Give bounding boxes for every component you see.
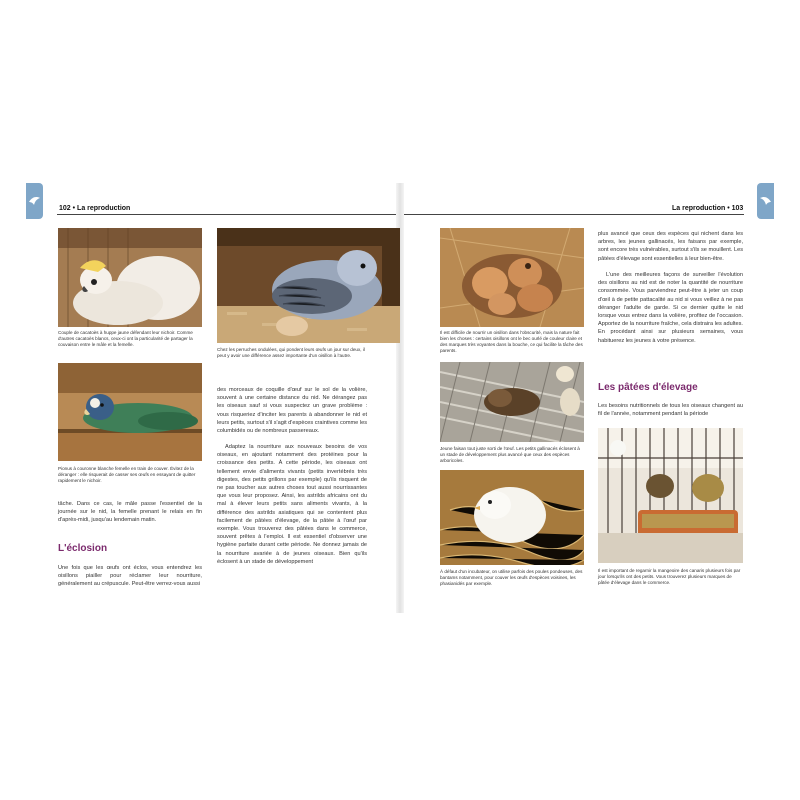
photo-pionus [58, 363, 202, 461]
caption-feeder: Il est important de regarnir la mangeoire des canaris plusieurs fois par jour lorsqu'ils ont des petits. Vous trouverez plusieurs marques de pâtée d'élevage dans le commerce. [598, 568, 741, 585]
right-col-text-2: L'une des meilleures façons de surveiller l'évolution des oisillons au nid est de noter la quantité de nourriture consommée. Vous parviendrez peut-être à jeter un coup d'œil à de petite pattacalité au nid si vous veillez à ne pas déranger l'adulte de garde. Si ce dernier quitte le nid lorsque vous entrez dans la volière, profitez de l'occasion. Apportez de la nourriture fraîche, cela distraira les adultes. En procédant ainsi sur plusieurs semaines, vous habituerez les jeunes à votre présence. [598, 272, 743, 344]
photo-chicks [440, 228, 584, 327]
heading-pastes: Les pâtées d'élevage [598, 382, 698, 393]
page-number: 102 [59, 205, 71, 212]
photo-white-chick [440, 470, 584, 565]
right-col-text: plus avancé que ceux des espèces qui nichent dans les arbres, les jeunes gallinacés, les faisans par exemple, sont encore très vulnérables, surtout s'ils se mouillent. Les pâtées d'élevage sont essentielles à leur bien-être. [598, 231, 743, 262]
header-rule [57, 214, 396, 215]
running-head-separator: • [72, 205, 78, 212]
left-col2-text: des morceaux de coquille d'œuf sur le sol de la volière, souvent à une certaine distance du nid. Ne dérangez pas les oiseaux sauf si vous suspectez un grave problème : vous risqueriez d'inciter les parents à abandonner le nid et leurs petits, surtout s'il s'agit d'espèces craintives comme les columbidés ou de nombreux passereaux. [217, 387, 367, 435]
running-head-separator: • [727, 205, 732, 212]
left-running-head [59, 205, 130, 212]
left-col2-text-2: Adaptez la nourriture aux nouveaux besoins de vos oiseaux, en ajoutant notamment des protéines pour la croissance des petits. À cette période, les oiseaux ont tellement envie d'aliments vivants (petits invertébrés très digestes, des petits grillons par exemple) qu'ils risquent de ne pas toucher aux autres choses tout aussi nourrissantes que vous leur proposez. Ainsi, les astrilds africains ont du mal à élever leurs petits sans aliments vivants, à la différence des astrilds asiatiques qui se contentent plus facilement de pâtées d'élevage, de la pâtée à l'œuf par exemple. Vous trouverez des pâtées dans le commerce, souvent prêtes à l'emploi. Il est essentiel d'observer une hygiène parfaite durant cette période. Ne donnez jamais de la nourriture avariée à de jeunes oiseaux. Bien qu'ils éclosent à un stade de développement [217, 444, 367, 565]
photo-budgies [217, 228, 400, 343]
right-section-tab [757, 183, 774, 219]
caption-chicks: Il est difficile de nourrir un oisillon dans l'obscurité, mais la nature fait bien les choses : certains oisillons ont le bec ourlé de couleur claire et des marques très voyantes dans la bouche, ce qui facilite la tâche des parents. [440, 330, 583, 353]
section-title: La reproduction [77, 205, 131, 212]
page-number: 103 [731, 205, 744, 212]
caption-cockatoos: Couple de cacatoès à huppe jaune défendant leur nichoir. Comme d'autres cacatoès blancs, ceux-ci ont la particularité de partager la couvaison entre le mâle et la femelle. [58, 330, 193, 347]
caption-pionus: Pionus à couronne blanche femelle en train de couver. Évitez de la déranger : elle risquerait de casser ses œufs en essayant de quitter rapidement le nichoir. [58, 466, 196, 483]
photo-cockatoos [58, 228, 202, 327]
header-rule [404, 214, 744, 215]
heading-hatching: L'éclosion [58, 543, 108, 554]
bird-tab-icon [28, 193, 41, 207]
caption-white-chick: À défaut d'un incubateur, on utilise parfois des poules pondeuses, des bantams notamment, pour couver les œufs d'espèces voisines, les phasianidés par exemple. [440, 569, 583, 586]
bird-tab-icon [759, 193, 772, 207]
left-col1-text-2: Une fois que les œufs ont éclos, vous entendrez les oisillons piailler pour réclamer leur nourriture, généralement au crépuscule. Peut-être verrez-vous aussi [58, 565, 202, 588]
caption-hatchling: Jeune faisan tout juste sorti de l'œuf. Les petits gallinacés éclosent à un stade de développement plus avancé que ceux des espèces arboricoles. [440, 446, 580, 463]
right-running-head [672, 205, 743, 212]
right-col-text-3: Les besoins nutritionnels de tous les oiseaux changent au fil de l'année, notamment pendant la période [598, 403, 743, 418]
photo-feeder [598, 428, 743, 563]
section-title: La reproduction [672, 205, 726, 212]
caption-budgies: Chez les perruches ondulées, qui pondent leurs œufs un jour sur deux, il peut y avoir une différence assez importante d'un oisillon à l'autre. [217, 347, 365, 358]
photo-hatchling [440, 362, 584, 442]
left-col1-text: tâche. Dans ce cas, le mâle passe l'essentiel de la journée sur le nid, la femelle prenant le relais en fin d'après-midi, jusqu'au lendemain matin. [58, 501, 202, 524]
left-section-tab [26, 183, 43, 219]
